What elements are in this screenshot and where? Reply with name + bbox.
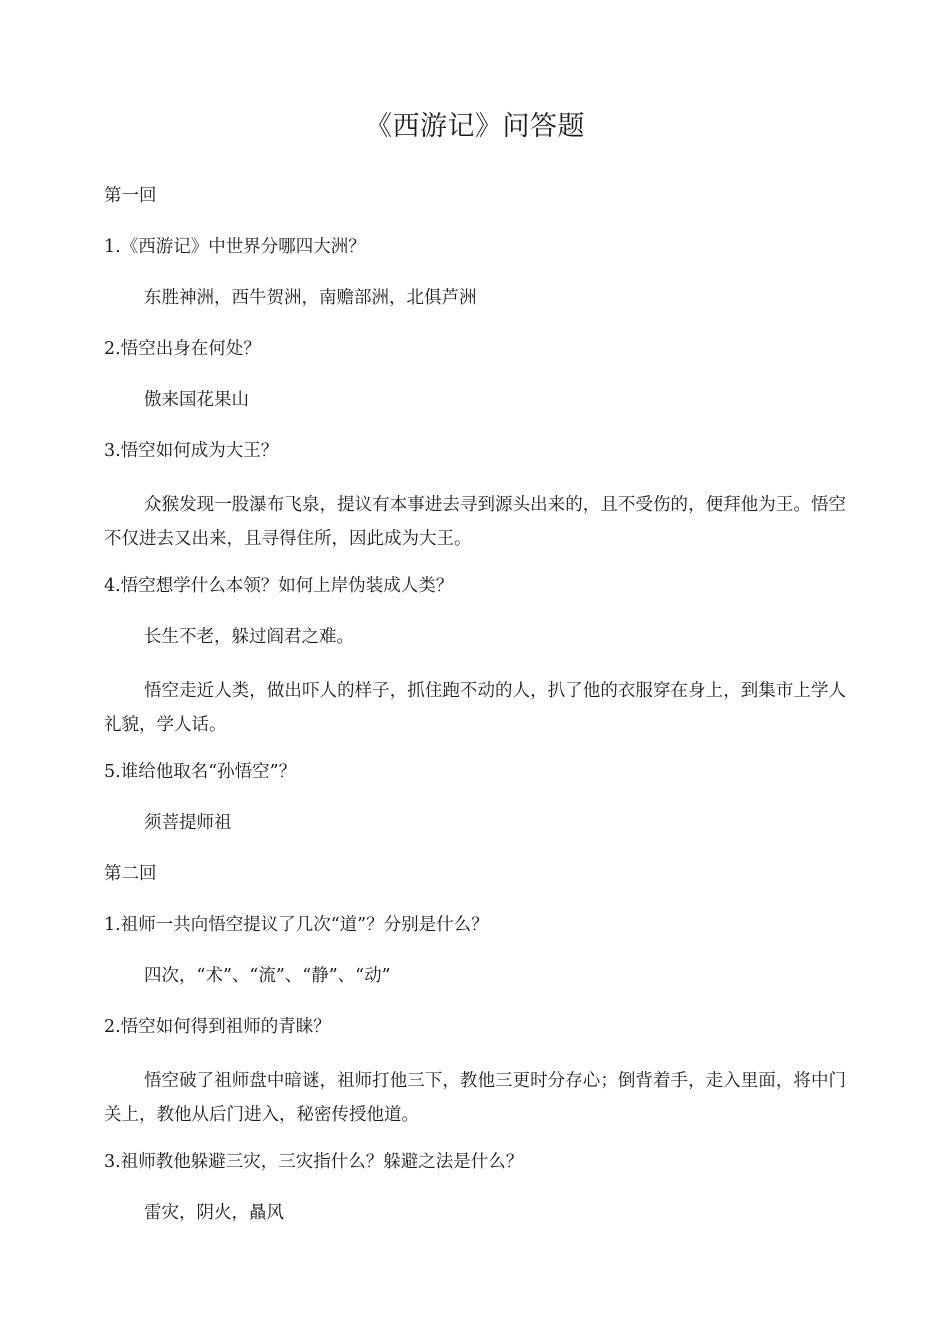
- document-body: [104, 182, 846, 1250]
- answer: 众猴发现一股瀑布飞泉，提议有本事进去寻到源头出来的，且不受伤的，便拜他为王。悟空不仅进去又出来，且寻得住所，因此成为大王。: [104, 495, 846, 549]
- answer: 东胜神洲，西牛贺洲，南赡部洲，北俱芦洲: [144, 288, 477, 308]
- answer: 须菩提师祖: [144, 813, 232, 833]
- answer: 长生不老，躲过阎君之难。: [144, 627, 354, 647]
- answer: 傲来国花果山: [144, 390, 249, 410]
- answer: 悟空走近人类，做出吓人的样子，抓住跑不动的人，扒了他的衣服穿在身上，到集市上学人礼貌，学人话。: [104, 681, 846, 735]
- question: 2.悟空如何得到祖师的青睐？: [104, 1017, 331, 1037]
- answer: 四次，“术”、“流”、“静”、“动”: [144, 966, 391, 986]
- answer: 悟空破了祖师盘中暗谜，祖师打他三下，教他三更时分存心；倒背着手，走入里面，将中门关上，教他从后门进入，秘密传授他道。: [104, 1071, 846, 1125]
- question: 3.祖师教他躲避三灾，三灾指什么？躲避之法是什么？: [104, 1152, 524, 1172]
- question: 4.悟空想学什么本领？如何上岸伪装成人类？: [104, 576, 454, 596]
- question: 1.祖师一共向悟空提议了几次“道”？分别是什么？: [104, 915, 489, 935]
- answer: 雷灾，阴火，贔风: [144, 1203, 284, 1223]
- chapter-heading: 第二回: [104, 864, 157, 884]
- question: 1.《西游记》中世界分哪四大洲？: [104, 237, 366, 257]
- chapter-heading: 第一回: [104, 186, 157, 206]
- question: 2.悟空出身在何处？: [104, 339, 261, 359]
- question: 5.谁给他取名“孙悟空”？: [104, 762, 297, 782]
- question: 3.悟空如何成为大王？: [104, 441, 279, 461]
- document-title: 《西游记》问答题: [365, 111, 585, 142]
